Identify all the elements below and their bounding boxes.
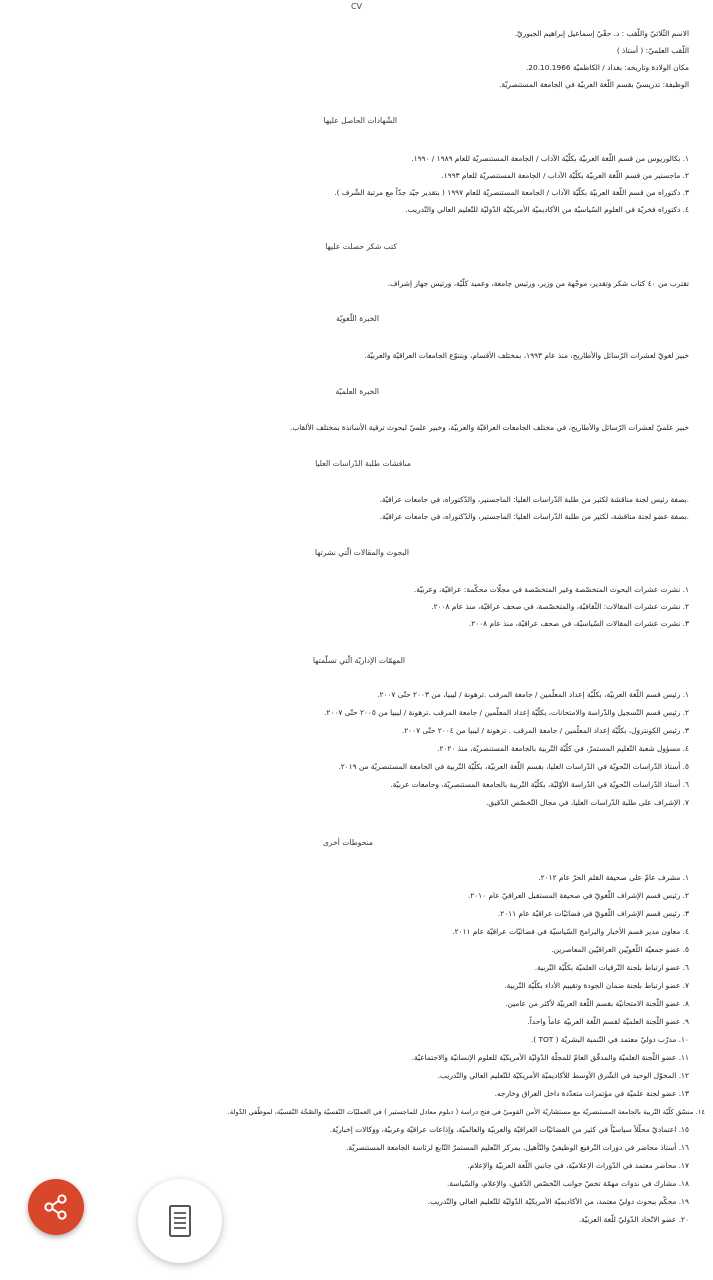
list-item: ١. رئيس قسم اللّغة العربيّة، بكلّيّة إعداد المعلّمين / جامعة المرقب .ترهونة / ليبيا، من ٢٠٠٣ حتّى ٢٠٠٧. [377, 690, 689, 699]
list-item: ٥. عضو جمعيّة اللّغويّين العراقيّين المعاصرين. [551, 945, 689, 954]
list-item: ٦. أستاذ الدّراسات النّحويّة في الدّراسة الأوّليّة، بكلّيّة التّربية بالجامعة المستنصريّة، وجامعات عربيّة. [390, 780, 689, 789]
list-item: ١٠. مدرّب دوليّ معتمد في التّنمية البشريّة ( TOT ). [530, 1035, 689, 1044]
page-title: CV [350, 2, 363, 11]
list-item: ٣. نشرت عشرات المقالات السّياسيّة، في صحف عراقيّة، منذ عام ٢٠٠٨. [468, 619, 689, 628]
section-heading-language-expertise: الخبرة اللّغويّة [336, 314, 379, 323]
list-item: ٢. نشرت عشرات المقالات: الثّقافيّة، والمتخصّصة، في صحف عراقيّة، منذ عام ٢٠٠٨. [431, 602, 689, 611]
list-item: خبير لغويّ لعشرات الرّسائل والأطاريح، منذ عام ١٩٩٣، بمختلف الأقسام، وبتنوّع الجامعات العراقيّة والعربيّة. [364, 351, 689, 360]
list-item: ٧. عضو ارتباط بلجنة ضمان الجودة وتقييم الأداء بكلّيّة التّربية. [504, 981, 689, 990]
list-item: ٣. رئيس قسم الإشراف اللّغويّ في فضائيّات عراقيّة عام ٢٠١١. [497, 909, 689, 918]
list-item: ٥. أستاذ الدّراسات النّحويّة في الدّراسات العليا، بقسم اللّغة العربيّة، بكلّيّة التّربية في الجامعة المستنصريّة من ٢٠١٩. [338, 762, 689, 771]
personal-birth: مكان الولادة وتاريخه: بغداد / الكاظميّة 20.10.1966. [525, 63, 689, 72]
list-item: ٢. رئيس قسم التّسجيل والدّراسة والامتحانات، بكلّيّة إعداد المعلّمين / جامعة المرقب .ترهونة / ليبيا من ٢٠٠٥ حتّى ٢٠٠٧. [324, 708, 689, 717]
list-item: ١. بكالوريوس من قسم اللّغة العربيّة بكلّيّة الآداب / الجامعة المستنصريّة للعام ١٩٨٩ / ١٩٩٠. [411, 154, 689, 163]
personal-title: اللّقب العلميّ: ( أستاذ ) [616, 46, 689, 55]
list-item: ٨. عضو اللّجنة الامتحانيّة بقسم اللّغة العربيّة لأكثر من عامين. [505, 999, 689, 1008]
section-heading-degrees: الشّهادات الحاصل عليها [323, 116, 397, 125]
list-item: ١٦. أستاذ محاضر في دورات التّرفيع الوظيفيّ والتّأهيل، بمركز التّعليم المستمرّ التّابع لرئاسة الجامعة المستنصريّة. [346, 1143, 689, 1152]
cv-document [0, 24, 713, 1280]
list-item: ٤. معاون مدير قسم الأخبار والبرامج السّياسيّة في فضائيّات عراقيّة عام ٢٠١١. [452, 927, 689, 936]
list-item: ١. نشرت عشرات البحوث المتخصّصة وغير المتخصّصة في مجلّات محكّمة: عراقيّة، وعربيّة. [413, 585, 689, 594]
list-item: تقترب من ٤٠ كتاب شكر وتقدير، موجّهة من وزير، ورئيس جامعة، وعميد كلّيّة، ورئيس جهاز إشراف. [387, 279, 689, 288]
list-item: ٢. رئيس قسم الإشراف اللّغويّ في صحيفة المستقبل العراقيّ عام ٢٠١٠. [467, 891, 689, 900]
list-item: .بصفة رئيس لجنة مناقشة لكثير من طلبة الدّراسات العليا: الماجستير، والدّكتوراه، في جامعات عراقيّة. [379, 495, 689, 504]
section-heading-scientific-expertise: الخبرة العلميّة [335, 387, 379, 396]
list-item: ١٤. منسّق كلّيّة التّربية بالجامعة المستنصريّة مع مستشاريّة الأمن القوميّ في فتح دراسة ( دبلوم معادل للماجستير ) في العمليّات النّفسيّة والصّحّة النّفسيّة، لموظّفي الدّولة. [227, 1108, 705, 1116]
personal-name: الاسم الثّلاثيّ واللّقب : د. حقّيّ إسماعيل إبراهيم الجبوريّ. [514, 29, 689, 38]
list-item: ٩. عضو اللّجنة العلميّة لقسم اللّغة العربيّة عاماً واحداً. [527, 1017, 689, 1026]
list-item: ٤. دكتوراه فخريّة في العلوم السّياسيّة من الأكاديميّة الأمريكيّة الدّوليّة للتّعليم العالي والتّدريب. [405, 205, 689, 214]
section-heading-research: البحوث والمقالات الّتي نشرتها [314, 548, 409, 557]
list-item: ٣. دكتوراه من قسم اللّغة العربيّة بكلّيّة الآداب / الجامعة المستنصريّة للعام ١٩٩٧ ( بتقدير جيّد جدّاً مع مرتبة الشّرف ). [334, 188, 689, 197]
list-item: ١٥. اعتماديّ محلّلاً سياسيّاً في كثير من الفضائيّات العراقيّة والعربيّة والعالميّة، وإذاعات عراقيّة وعربيّة، ووكالات إخباريّة. [329, 1125, 689, 1134]
list-item: ٢٠. عضو الاتّحاد الدّوليّ للّغة العربيّة. [578, 1215, 689, 1224]
list-item: ١٢. المخوّل الوحيد في الشّرق الأوسط للأكاديميّة الأمريكيّة للتّعليم العالي والتّدريب. [437, 1071, 689, 1080]
list-item: ٢. ماجستير من قسم اللّغة العربيّة بكلّيّة الآداب / الجامعة المستنصريّة للعام ١٩٩٣. [441, 171, 689, 180]
document-view-button[interactable] [138, 1179, 222, 1263]
share-button[interactable] [28, 1179, 84, 1235]
section-heading-thanks: كتب شكر حصلت عليها [325, 242, 397, 251]
list-item: .بصفة عضو لجنة مناقشة، لكثير من طلبة الدّراسات العليا: الماجستير، والدّكتوراه، في جامعات عراقيّة. [379, 512, 689, 521]
personal-job: الوظيفة: تدريسيّ بقسم اللّغة العربيّة في الجامعة المستنصريّة. [499, 80, 689, 89]
list-item: ١. مشرف عامّ على صحيفة القلم الحرّ عام ٢٠١٢. [538, 873, 689, 882]
document-icon [167, 1204, 193, 1238]
list-item: ٣. رئيس الكونترول، بكلّيّة إعداد المعلّمين / جامعة المرقب . ترهونة / ليبيا من ٢٠٠٤ حتّى ٢٠٠٧. [401, 726, 689, 735]
list-item: ١٧. محاضر معتمد في الدّورات الإعلاميّة، في جانبي اللّغة العربيّة والإعلام. [467, 1161, 689, 1170]
section-heading-other: منحوطات أخرى [322, 838, 373, 847]
list-item: ١٣. عضو لجنة علميّة في مؤتمرات متعدّدة داخل العراق وخارجه. [494, 1089, 689, 1098]
share-icon [41, 1192, 71, 1222]
list-item: ١٨. مشارك في ندوات مهمّة تخصّ جوانب التّخصّص الدّقيق، والإعلام، والسّياسة. [446, 1179, 689, 1188]
list-item: خبير علميّ لعشرات الرّسائل والأطاريح، في مختلف الجامعات العراقيّة والعربيّة، وخبير علميّ لبحوث ترقية الأساتذة بمختلف الألقاب. [289, 423, 689, 432]
list-item: ٧. الإشراف على طلبة الدّراسات العليا، في مجال التّخصّص الدّقيق. [486, 798, 689, 807]
list-item: ٤. مسؤول شعبة التّعليم المستمرّ، في كلّيّة التّربية بالجامعة المستنصريّة، منذ ٢٠٢٠. [437, 744, 689, 753]
list-item: ٦. عضو ارتباط بلجنة التّرقيات العلميّة بكلّيّة التّربية. [534, 963, 689, 972]
list-item: ١١. عضو اللّجنة العلميّة والمدقّق العامّ للمجلّة الدّوليّة الأمريكيّة للعلوم الإنسانيّة والاجتماعيّة. [411, 1053, 689, 1062]
section-heading-discussions: مناقشات طلبة الدّراسات العليا [315, 459, 411, 468]
section-heading-admin: المهمّات الإداريّة الّتي تسلّمتها [312, 656, 405, 665]
list-item: ١٩. محكّم ببحوث دوليّ معتمد، من الأكاديميّة الأمريكيّة الدّوليّة للتّعليم العالي والتّدريب. [427, 1197, 689, 1206]
